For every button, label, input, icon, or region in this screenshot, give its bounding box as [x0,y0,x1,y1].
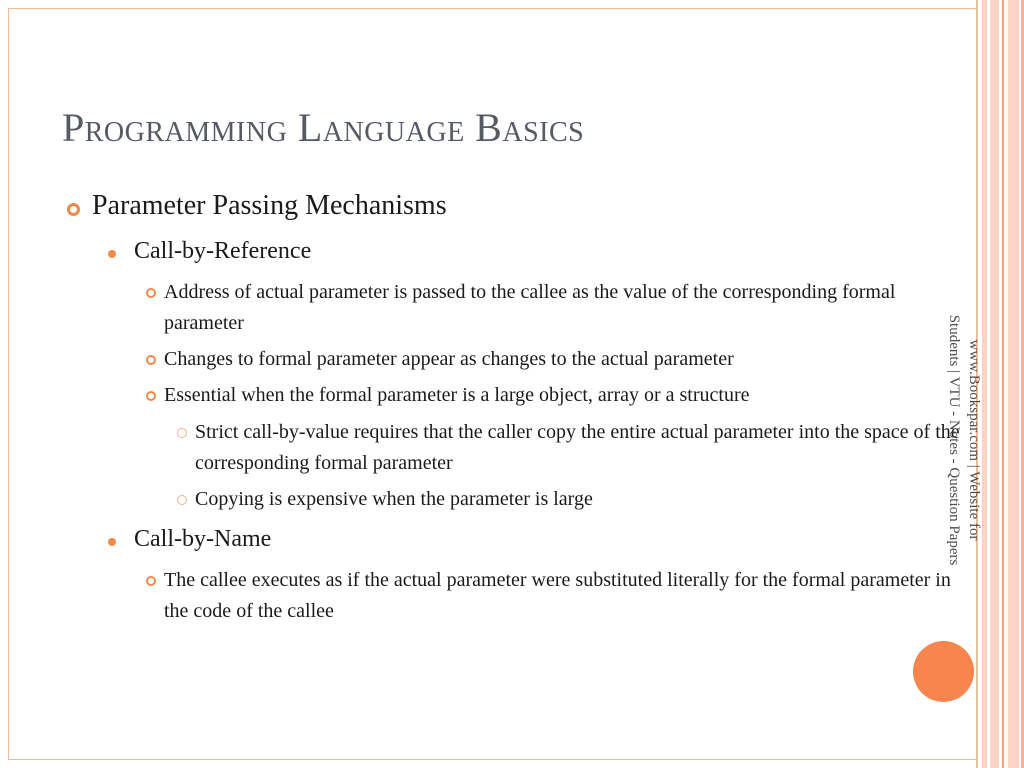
frame-bottom-line [8,759,976,760]
bullet-ring-icon [177,495,187,505]
bullet-dot-icon [108,538,116,546]
bullet-dot-icon [108,250,116,258]
bullet-ring-icon [177,428,187,438]
watermark-line: www.Bookspar.com | Website for [966,339,982,541]
bullet-item-l3: The callee executes as if the actual parameter were substituted literally for the formal parameter in the code of the callee [164,569,951,622]
decor-circle [913,641,974,702]
bullet-item-l2: Call-by-Reference [134,238,312,264]
decor-stripe [990,0,999,768]
bullet-item-l1: Parameter Passing Mechanisms [92,190,447,221]
vertical-watermark-text [944,270,984,610]
bullet-ring-icon [146,576,156,586]
decor-stripe [1002,0,1004,768]
decor-stripe [1008,0,1019,768]
bullet-item-l3: Changes to formal parameter appear as changes to the actual parameter [164,348,734,370]
bullet-item-l3: Essential when the formal parameter is a large object, array or a structure [164,384,750,406]
bullet-item-l2: Call-by-Name [134,526,272,552]
bullet-ring-icon [146,355,156,365]
bullet-item-l3: Address of actual parameter is passed to the callee as the value of the corresponding formal parameter [164,281,896,334]
slide-title: Programming Language Basics [62,105,585,150]
watermark-line: Students | VTU - Notes - Question Papers [946,314,962,566]
bullet-ring-icon [146,391,156,401]
bullet-item-l4: Copying is expensive when the parameter is large [195,488,593,510]
frame-left-line [8,8,9,760]
bullet-item-l4: Strict call-by-value requires that the caller copy the entire actual parameter into the space of the corresponding formal parameter [195,421,960,474]
bullet-ring-icon [146,288,156,298]
frame-top-line [8,8,976,9]
bullet-ring-icon [67,203,80,216]
